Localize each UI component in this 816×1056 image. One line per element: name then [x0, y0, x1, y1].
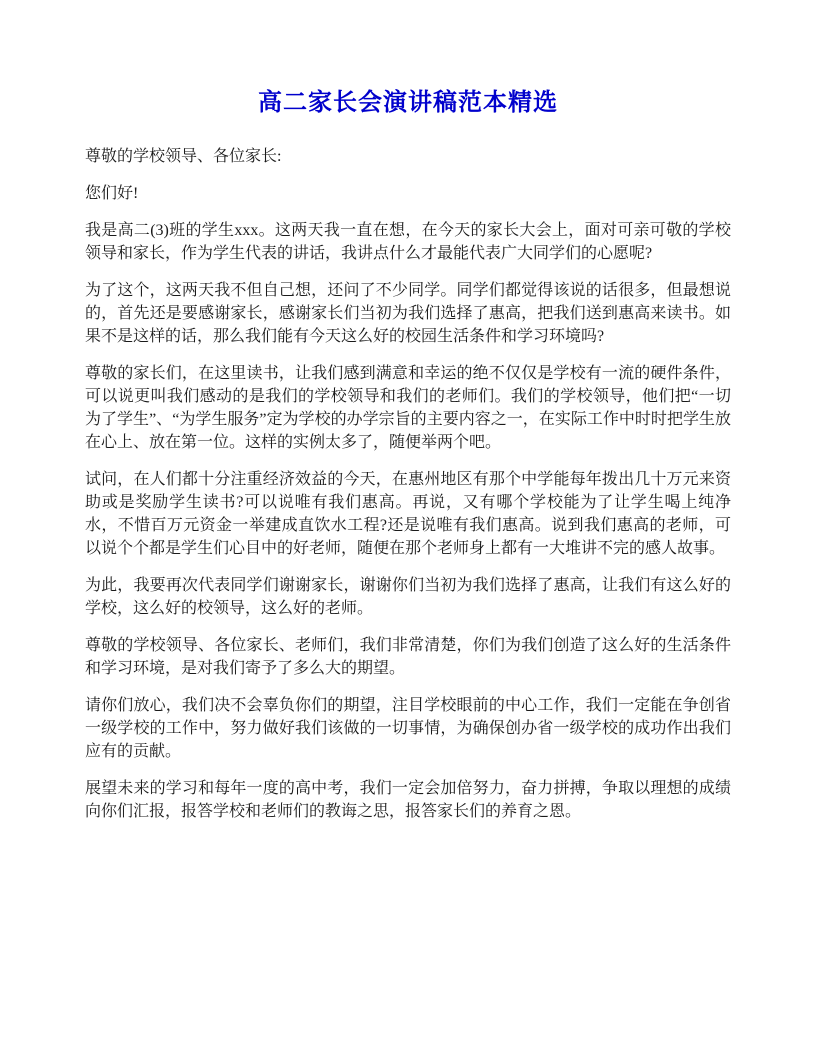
- paragraph: 试问，在人们都十分注重经济效益的今天，在惠州地区有那个中学能每年拨出几十万元来资助或是奖励学生读书?可以说唯有我们惠高。再说，又有哪个学校能为了让学生喝上纯净水，不惜百万元资金一举建成直饮水工程?还是说唯有我们惠高。说到我们惠高的老师，可以说个个都是学生们心目中的好老师，随便在那个老师身上都有一大堆讲不完的感人故事。: [85, 471, 731, 557]
- paragraph: 为此，我要再次代表同学们谢谢家长，谢谢你们当初为我们选择了惠高，让我们有这么好的学校，这么好的校领导，这么好的老师。: [85, 577, 731, 617]
- paragraph: 请你们放心，我们决不会辜负你们的期望，注目学校眼前的中心工作，我们一定能在争创省一级学校的工作中，努力做好我们该做的一切事情，为确保创办省一级学校的成功作出我们应有的贡献。: [85, 697, 731, 760]
- paragraph-greeting: 您们好!: [85, 185, 139, 202]
- document-title: 高二家长会演讲稿范本精选: [258, 90, 558, 116]
- paragraph: 为了这个，这两天我不但自己想，还问了不少同学。同学们都觉得该说的话很多，但最想说的，首先还是要感谢家长，感谢家长们当初为我们选择了惠高，把我们送到惠高来读书。如果不是这样的话，那么我们能有今天这么好的校园生活条件和学习环境吗?: [85, 282, 731, 345]
- document-body: [85, 145, 731, 823]
- paragraph: 尊敬的家长们，在这里读书，让我们感到满意和幸运的绝不仅仅是学校有一流的硬件条件，可以说更叫我们感动的是我们的学校领导和我们的老师们。我们的学校领导，他们把“一切为了学生”、“为学生服务”定为学校的办学宗旨的主要内容之一，在实际工作中时时把学生放在心上、放在第一位。这样的实例太多了，随便举两个吧。: [85, 365, 731, 451]
- paragraph: 尊敬的学校领导、各位家长、老师们，我们非常清楚，你们为我们创造了这么好的生活条件和学习环境，是对我们寄予了多么大的期望。: [85, 637, 731, 677]
- paragraph: 展望未来的学习和每年一度的高中考，我们一定会加倍努力，奋力拼搏，争取以理想的成绩向你们汇报，报答学校和老师们的教诲之思，报答家长们的养育之恩。: [85, 780, 731, 820]
- paragraph: 我是高二(3)班的学生xxx。这两天我一直在想，在今天的家长大会上，面对可亲可敬的学校领导和家长，作为学生代表的讲话，我讲点什么才最能代表广大同学们的心愿呢?: [85, 222, 731, 262]
- paragraph-salutation: 尊敬的学校领导、各位家长:: [85, 148, 282, 165]
